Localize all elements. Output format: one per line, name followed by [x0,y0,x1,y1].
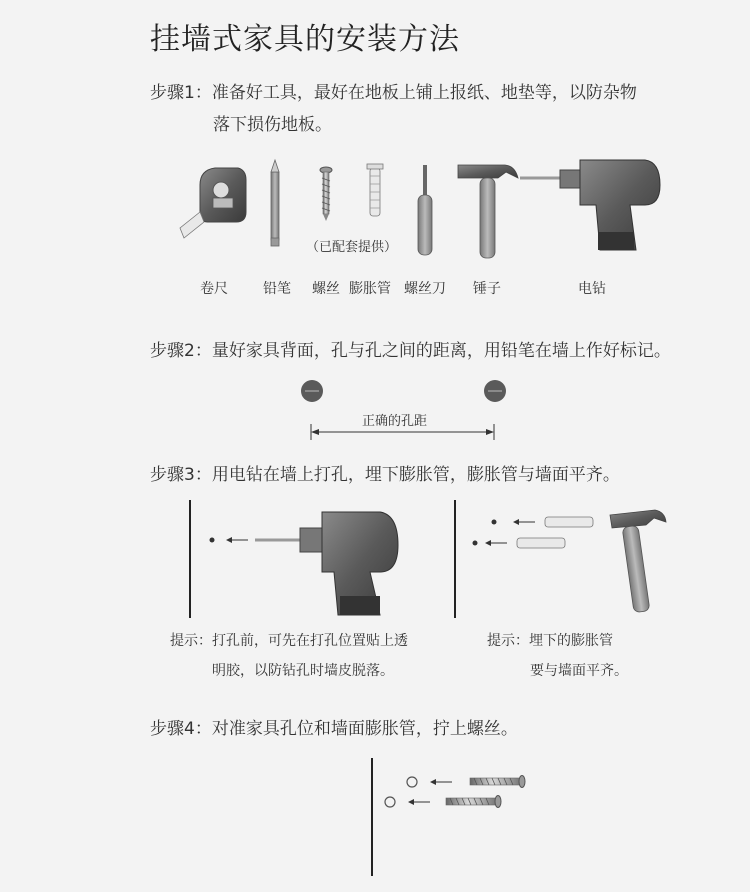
arrow-left-icon [430,779,452,785]
tip-right-line1: 提示：埋下的膨胀管 [487,633,613,649]
pencil-icon [271,160,279,246]
hammer-icon [610,510,666,613]
tip-left-line1: 提示：打孔前，可先在打孔位置贴上透 [170,633,408,649]
hole-left-icon [301,380,323,402]
tool-label-drill: 电钻 [578,281,606,297]
arrow-left-icon [513,519,535,525]
arrow-left-icon [226,537,248,543]
screw-icon [320,167,332,221]
tip-right-line2: 要与墙面平齐。 [530,663,628,679]
tool-label-screwdriver: 螺丝刀 [404,281,446,297]
drill-large-icon [255,512,398,615]
arrow-left-icon [408,799,430,805]
screw-icon [446,796,501,808]
page-title: 挂墙式家具的安装方法 [150,22,460,57]
provided-note: （已配套提供） [306,240,398,255]
anchor-icon [367,164,383,216]
step3-text: 步骤3：用电钻在墙上打孔，埋下膨胀管，膨胀管与墙面平齐。 [150,465,620,485]
step1-text-line1: 步骤1：准备好工具，最好在地板上铺上报纸、地垫等，以防杂物 [150,83,637,103]
distance-label: 正确的孔距 [362,414,428,429]
hole-right-icon [484,380,506,402]
screw-icon [470,776,525,788]
tool-label-tape: 卷尺 [200,281,228,297]
step4-text: 步骤4：对准家具孔位和墙面膨胀管，拧上螺丝。 [150,719,518,739]
tape-measure-icon [180,168,246,238]
tip-left-line2: 明胶，以防钻孔时墙皮脱落。 [212,663,394,679]
tool-label-screw: 螺丝 [312,281,340,297]
tool-label-hammer: 锤子 [473,281,501,297]
drill-icon [520,160,660,250]
tool-label-pencil: 铅笔 [263,281,291,297]
step1-text-line2: 落下损伤地板。 [213,115,332,135]
screwdriver-icon [418,165,432,255]
tool-label-anchor: 膨胀管 [349,281,391,297]
hammer-icon [458,165,518,258]
step2-text: 步骤2：量好家具背面，孔与孔之间的距离，用铅笔在墙上作好标记。 [150,341,671,361]
arrow-left-icon [485,540,507,546]
